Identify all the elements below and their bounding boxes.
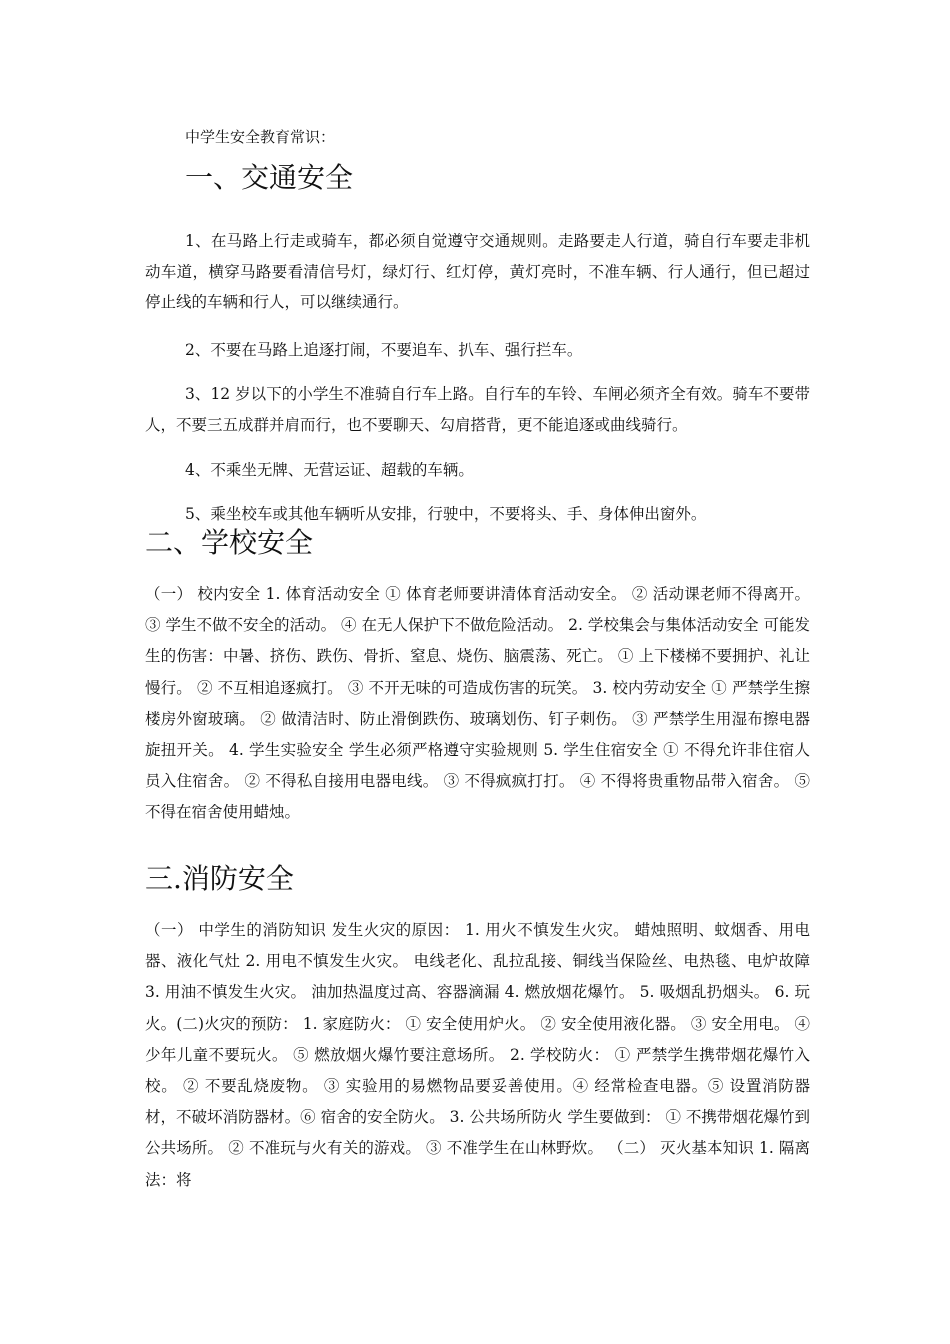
fire-safety-body: （一） 中学生的消防知识 发生火灾的原因： 1. 用火不慎发生火灾。 蜡烛照明、蚊烟香、用电器、液化气灶 2. 用电不慎发生火灾。 电线老化、乱拉乱接、铜线当保险丝、电热毯、电炉故障 3. 用油不慎发生火灾。 油加热温度过高、容器滴漏 4. 燃放烟花爆竹。 5. 吸烟乱扔烟头。 6. 玩火。(二)火灾的预防： 1. 家庭防火： ① 安全使用炉火。 ② 安全使用液化器。 ③ 安全用电。 ④ 少年儿童不要玩火。 ⑤ 燃放烟火爆竹要注意场所。 2. 学校防火： ① 严禁学生携带烟花爆竹入校。 ② 不要乱烧废物。 ③ 实验用的易燃物品要妥善使用。④ 经常检查电器。⑤ 设置消防器材，不破坏消防器材。⑥ 宿舍的安全防火。 3. 公共场所防火 学生要做到： ① 不携带烟花爆竹到公共场所。 ② 不准玩与火有关的游戏。 ③ 不准学生在山林野炊。 （二） 灭火基本知识 1. 隔离法：将 <box>145 921 810 1189</box>
section-heading-traffic: 一、交通安全 <box>185 161 354 194</box>
school-safety-body: （一） 校内安全 1. 体育活动安全 ① 体育老师要讲清体育活动安全。 ② 活动课老师不得离开。 ③ 学生不做不安全的活动。 ④ 在无人保护下不做危险活动。 2. 学校集会与集体活动安全 可能发生的伤害：中暑、挤伤、跌伤、骨折、窒息、烧伤、脑震荡、死亡。 ① 上下楼梯不要拥护、礼让慢行。 ② 不互相追逐疯打。 ③ 不开无味的可造成伤害的玩笑。 3. 校内劳动安全 ① 严禁学生擦楼房外窗玻璃。 ② 做清洁时、防止滑倒跌伤、玻璃划伤、钉子刺伤。 ③ 严禁学生用湿布擦电器旋扭开关。 4. 学生实验安全 学生必须严格遵守实验规则 5. 学生住宿安全 ① 不得允许非住宿人员入住宿舍。 ② 不得私自接用电器电线。 ③ 不得疯疯打打。 ④ 不得将贵重物品带入宿舍。 ⑤ 不得在宿舍使用蜡烛。 <box>145 585 810 822</box>
document-intro: 中学生安全教育常识： <box>185 128 336 146</box>
traffic-paragraph-4: 4、不乘坐无牌、无营运证、超载的车辆。 <box>185 461 474 479</box>
traffic-paragraph-2: 2、不要在马路上追逐打闹，不要追车、扒车、强行拦车。 <box>185 341 583 359</box>
section-heading-school: 二、学校安全 <box>145 526 314 559</box>
section-heading-fire: 三.消防安全 <box>145 862 294 895</box>
traffic-paragraph-5: 5、乘坐校车或其他车辆听从安排，行驶中，不要将头、手、身体伸出窗外。 <box>185 505 707 523</box>
traffic-paragraph-3: 3、12 岁以下的小学生不准骑自行车上路。自行车的车铃、车闸必须齐全有效。骑车不要带人，不要三五成群并肩而行，也不要聊天、勾肩搭背，更不能追逐或曲线骑行。 <box>145 385 810 434</box>
traffic-paragraph-1: 1、在马路上行走或骑车，都必须自觉遵守交通规则。走路要走人行道，骑自行车要走非机动车道，横穿马路要看清信号灯，绿灯行、红灯停，黄灯亮时，不准车辆、行人通行，但已超过停止线的车辆和行人，可以继续通行。 <box>145 232 810 311</box>
